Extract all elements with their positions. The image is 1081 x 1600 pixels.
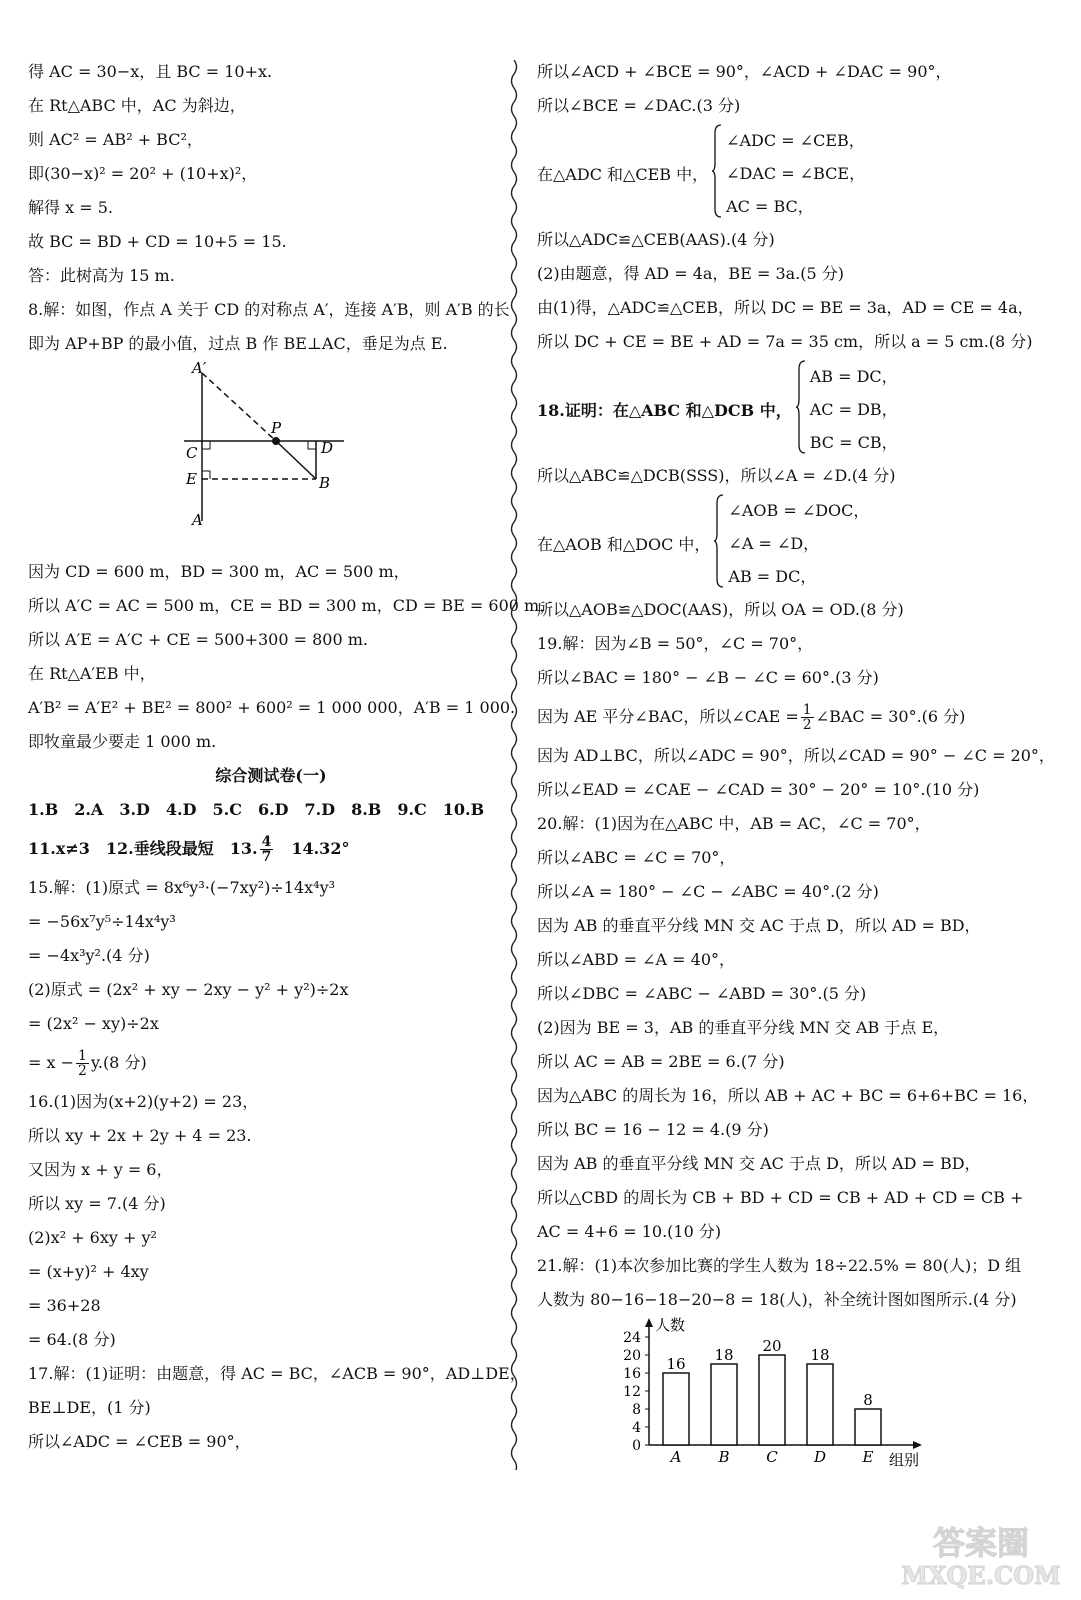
text-line-9: 即为 AP+BP 的最小值，过点 B 作 BE⊥AC，垂足为点 E.: [28, 334, 448, 353]
right-angle-d: [308, 441, 316, 449]
q16-line-5: (2)x² + 6xy + y²: [28, 1228, 157, 1247]
right-column: [537, 55, 1057, 1471]
x-axis-arrow-icon: [913, 1441, 922, 1449]
label-p: P: [271, 419, 282, 437]
text-line-3: 所以∠BAC = 180° − ∠B − ∠C = 60°.(3 分): [537, 668, 879, 687]
section-title: 综合测试卷(一): [215, 766, 327, 785]
text-line-4: 即(30−x)² = 20² + (10+x)²，: [28, 164, 258, 183]
q16-line-9: 17.解：(1)证明：由题意，得 AC = BC，∠ACB = 90°，AD⊥DE，: [28, 1364, 526, 1383]
left-brace-icon: [712, 123, 722, 223]
text-line-4: 所以 DC + CE = BE + AD = 7a = 35 cm，所以 a = 5 cm.(8 分): [537, 332, 1033, 351]
text-line-2: (2)由题意，得 AD = 4a，BE = 3a.(5 分): [537, 264, 845, 283]
y-axis-label: 人数: [655, 1317, 686, 1334]
x-tick-label-B: B: [718, 1448, 730, 1466]
label-a: A: [192, 511, 203, 529]
system-row-1: ∠ADC = ∠CEB，: [726, 130, 865, 150]
system-1-lead: 在△ADC 和△CEB 中，: [537, 164, 709, 184]
solution-lines-a: [537, 55, 1057, 123]
system-row-2: ∠A = ∠D，: [728, 533, 820, 553]
question-19-fraction-line: 因为 AE 平分∠BAC，所以∠CAE = $\frac{1}{2}$ ∠BAC = 30°.(6 分): [537, 702, 966, 733]
text-line-3: 所以 A′E = A′C + CE = 500+300 = 800 m.: [28, 630, 368, 649]
q16-line-8: = 64.(8 分): [28, 1330, 116, 1349]
text-line-1: 所以△AOB≌△DOC(AAS)，所以 OA = OD.(8 分): [537, 600, 904, 619]
solution-lines-after-figure: [28, 555, 556, 759]
text-line-2: 所以 A′C = AC = 500 m，CE = BD = 300 m，CD = BE = 600 m，: [28, 596, 556, 615]
segment-p-b: [276, 441, 316, 479]
text-line-5: 解得 x = 5.: [28, 198, 113, 217]
text-line-2: 所以∠BCE = ∠DAC.(3 分): [537, 96, 741, 115]
text-line-8: 8.解：如图，作点 A 关于 CD 的对称点 A′，连接 A′B，则 A′B 的长: [28, 300, 510, 319]
x-tick-label-D: D: [813, 1448, 827, 1466]
q15-line-4: (2)原式 = (2x² + xy − 2xy − y² + y²)÷2x: [28, 980, 349, 999]
text-line-9: (2)因为 BE = 3，AB 的垂直平分线 MN 交 AB 于点 E，: [537, 1018, 950, 1037]
text-line-5: A′B² = A′E² + BE² = 800² + 600² = 1 000 000，A′B = 1 000.: [28, 698, 516, 717]
y-tick-label: 8: [632, 1402, 641, 1418]
q16-line-6: = (x+y)² + 4xy: [28, 1262, 149, 1281]
text-line-6: 即牧童最少要走 1 000 m.: [28, 732, 217, 751]
q16-line-1: 16.(1)因为(x+2)(y+2) = 23，: [28, 1092, 259, 1111]
q16-line-11: 所以∠ADC = ∠CEB = 90°，: [28, 1432, 251, 1451]
text-line-6: 故 BC = BD + CD = 10+5 = 15.: [28, 232, 287, 251]
solution-lines-e: [537, 739, 1057, 1317]
fraction-1-2: $\frac{1}{2}$: [802, 702, 812, 733]
symmetry-figure: [28, 361, 514, 551]
solution-lines-d: [537, 593, 1057, 695]
data-label-B: 18: [714, 1346, 734, 1364]
bar-E: [855, 1409, 881, 1445]
right-angle-c: [202, 441, 210, 449]
x-tick-label-E: E: [862, 1448, 874, 1466]
answer-key-row-1: 1.B 2.A 3.D 4.D 5.C 6.D 7.D 8.B 9.C 10.B: [28, 800, 485, 819]
system-row-3: AB = DC，: [728, 566, 817, 586]
text-line-1: 得 AC = 30−x，且 BC = 10+x.: [28, 62, 273, 81]
equation-system-3: [537, 493, 1057, 593]
system-row-1: AB = DC，: [809, 366, 898, 386]
equation-system-1: [537, 123, 1057, 223]
text-line-10: 所以 AC = AB = 2BE = 6.(7 分): [537, 1052, 785, 1071]
text-line-3: 由(1)得，△ADC≌△CEB，所以 DC = BE = 3a，AD = CE = 4a，: [537, 298, 1034, 317]
label-b: B: [319, 474, 331, 492]
text-line-3: 20.解：(1)因为在△ABC 中，AB = AC，∠C = 70°，: [537, 814, 931, 833]
q15-line-2: = −56x⁷y⁵÷14x⁴y³: [28, 912, 176, 931]
label-a-prime: A′: [192, 361, 207, 377]
watermark-logo-text: 答案圈: [932, 1524, 1030, 1562]
q16-line-10: BE⊥DE，(1 分): [28, 1398, 151, 1417]
text-line-2: 19.解：因为∠B = 50°，∠C = 70°，: [537, 634, 814, 653]
x-tick-label-C: C: [766, 1448, 778, 1466]
solution-line-c: 所以△ABC≌△DCB(SSS)，所以∠A = ∠D.(4 分): [537, 466, 896, 485]
bar-C: [759, 1355, 785, 1445]
text-line-11: 因为△ABC 的周长为 16，所以 AB + AC + BC = 6+6+BC = 16，: [537, 1086, 1039, 1105]
solution-lines-top: [28, 55, 514, 361]
q15-line-1: 15.解：(1)原式 = 8x⁶y³·(−7xy²)÷14x⁴y³: [28, 878, 336, 897]
right-angle-e: [202, 471, 210, 479]
bar-A: [663, 1373, 689, 1445]
x-axis-label: 组别: [889, 1451, 920, 1467]
left-brace-icon: [796, 359, 806, 459]
question-16-17-lines: [28, 1085, 526, 1459]
left-column: [28, 55, 556, 1459]
watermark: [891, 1520, 1071, 1592]
y-tick-label: 20: [623, 1348, 641, 1364]
data-label-A: 16: [666, 1355, 686, 1373]
system-3-rows: [728, 494, 869, 593]
system-row-2: AC = DB，: [809, 399, 898, 419]
answer-key-row-2: 11.x≠3 12.垂线段最短 13. $\frac{4}{7}$ 14.32°: [28, 834, 350, 865]
system-row-1: ∠AOB = ∠DOC，: [728, 500, 870, 520]
text-line-12: 所以 BC = 16 − 12 = 4.(9 分): [537, 1120, 769, 1139]
bar-D: [807, 1364, 833, 1445]
x-tick-label-A: A: [670, 1448, 682, 1466]
data-label-C: 20: [762, 1337, 782, 1355]
system-row-3: BC = CB，: [809, 432, 898, 452]
segment-a-prime-p: [202, 373, 276, 441]
system-2-rows: [810, 360, 898, 459]
system-3-lead: 在△AOB 和△DOC 中，: [537, 534, 711, 554]
q16-line-3: 又因为 x + y = 6，: [28, 1160, 173, 1179]
question-15-lines: [28, 871, 514, 1041]
y-tick-label: 16: [623, 1366, 641, 1382]
system-2-lead: 18.证明：在△ABC 和△DCB 中，: [537, 400, 792, 420]
bar-B: [711, 1364, 737, 1445]
text-line-4: 所以∠ABC = ∠C = 70°，: [537, 848, 736, 867]
y-tick-label: 12: [623, 1384, 641, 1400]
watermark-url: MXQE.COM: [901, 1561, 1061, 1590]
text-line-1: 因为 CD = 600 m，BD = 300 m，AC = 500 m，: [28, 562, 410, 581]
label-d: D: [321, 439, 334, 457]
text-line-1: 所以∠ACD + ∠BCE = 90°，∠ACD + ∠DAC = 90°，: [537, 62, 952, 81]
q16-line-4: 所以 xy = 7.(4 分): [28, 1194, 166, 1213]
text-line-8: 所以∠DBC = ∠ABC − ∠ABD = 30°.(5 分): [537, 984, 867, 1003]
data-label-E: 8: [863, 1391, 873, 1409]
text-line-14: 所以△CBD 的周长为 CB + BD + CD = CB + AD + CD = CB +: [537, 1188, 1024, 1207]
question-15-final-line: = x − $\frac{1}{2}$ y.(8 分): [28, 1048, 147, 1079]
text-line-7: 答：此树高为 15 m.: [28, 266, 175, 285]
y-axis-arrow-icon: [645, 1318, 653, 1327]
q15-line-3: = −4x³y².(4 分): [28, 946, 150, 965]
system-row-3: AC = BC，: [726, 196, 814, 216]
text-line-1: 因为 AD⊥BC，所以∠ADC = 90°，所以∠CAD = 90° − ∠C = 20°，: [537, 746, 1055, 765]
q16-line-2: 所以 xy + 2x + 2y + 4 = 23.: [28, 1126, 252, 1145]
text-line-4: 在 Rt△A′EB 中，: [28, 664, 156, 683]
solution-lines-b: [537, 223, 1057, 359]
y-tick-label: 0: [632, 1438, 641, 1454]
text-line-1: 所以△ADC≌△CEB(AAS).(4 分): [537, 230, 775, 249]
system-1-rows: [726, 124, 865, 223]
y-tick-label: 24: [623, 1330, 641, 1346]
text-line-15: AC = 4+6 = 10.(10 分): [537, 1222, 722, 1241]
point-p: [272, 437, 280, 445]
q15-line-5: = (2x² − xy)÷2x: [28, 1014, 159, 1033]
text-line-3: 则 AC² = AB² + BC²，: [28, 130, 203, 149]
text-line-16: 21.解：(1)本次参加比赛的学生人数为 18÷22.5% = 80(人)；D 组: [537, 1256, 1022, 1275]
label-e: E: [186, 470, 197, 488]
q16-line-7: = 36+28: [28, 1296, 101, 1315]
label-c: C: [186, 444, 198, 462]
system-row-2: ∠DAC = ∠BCE，: [726, 163, 866, 183]
text-line-6: 因为 AB 的垂直平分线 MN 交 AC 于点 D，所以 AD = BD，: [537, 916, 981, 935]
text-line-7: 所以∠ABD = ∠A = 40°，: [537, 950, 736, 969]
text-line-5: 所以∠A = 180° − ∠C − ∠ABC = 40°.(2 分): [537, 882, 879, 901]
fraction-1-2: $\frac{1}{2}$: [78, 1048, 87, 1079]
column-divider: [508, 60, 520, 1470]
text-line-2: 所以∠EAD = ∠CAE − ∠CAD = 30° − 20° = 10°.(10 分): [537, 780, 980, 799]
text-line-13: 因为 AB 的垂直平分线 MN 交 AC 于点 D，所以 AD = BD，: [537, 1154, 981, 1173]
equation-system-2: [537, 359, 1057, 459]
fraction-4-7: $\frac{4}{7}$: [261, 834, 272, 865]
left-brace-icon: [714, 493, 724, 593]
text-line-17: 人数为 80−16−18−20−8 = 18(人)，补全统计图如图所示.(4 分): [537, 1290, 1017, 1309]
data-label-D: 18: [810, 1346, 830, 1364]
bar-chart: [537, 1317, 1057, 1467]
text-line-2: 在 Rt△ABC 中，AC 为斜边，: [28, 96, 246, 115]
y-tick-label: 4: [632, 1420, 641, 1436]
